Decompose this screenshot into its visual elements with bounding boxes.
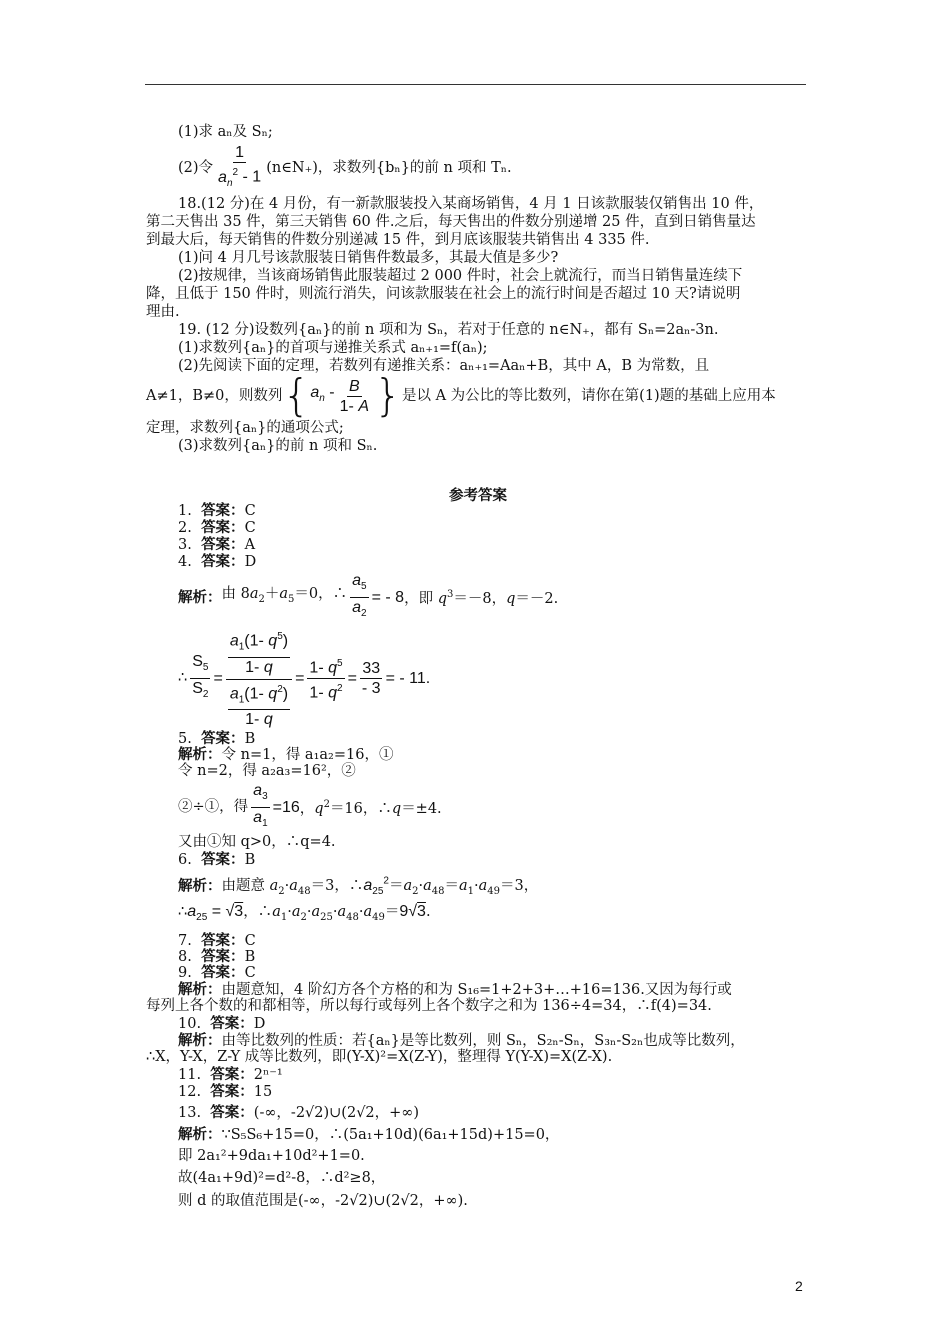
- answer-13-analysis-3: 故(4a₁+9d)²=d²-8，∴d²≥8，: [178, 1170, 386, 1186]
- answer-6-analysis-2: $\therefore a_{25} = √3$，$\therefore a_1\cdot a_2\cdot a_{25}\cdot a_{48}\cdot a_{49}=9√3$.: [178, 903, 431, 924]
- answer-13: 13. 答案：(-∞，-2√2)∪(2√2，+∞): [178, 1104, 420, 1121]
- q18-line6: 降，且低于 150 件时，则流行消失，问该款服装在社会上的流行时间是否超过 10 天?请说明: [146, 286, 741, 302]
- header-rule: [145, 84, 806, 85]
- answer-6-analysis-1: 解析：由题意 $a_2\cdot a_{48}=3$，$\therefore a_{25}^2=a_2\cdot a_{48}=a_1\cdot a_{49}=3$，: [178, 876, 539, 898]
- answer-4-analysis-2: ∴ $\frac{S_5}{S_2}$ = $\frac{\frac{a_1(1- q^5)}{1- q}}{\frac{a_1(1- q^2)}{1- q}}$ = $\frac{1- q^5}{1- q^2}$ = $\frac{33}{- 3}$ = - 11.: [178, 626, 842, 730]
- answer-3: 3. 答案：A: [178, 536, 256, 553]
- q18-line1: 18.(12 分)在 4 月份，有一新款服装投入某商场销售，4 月 1 日该款服装仅销售出 10 件，: [178, 196, 764, 212]
- answer-9-analysis-2: 每列上各个数的和都相等，所以每行或每列上各个数字之和为 136÷4=34，∴f(4)=34.: [146, 998, 712, 1014]
- answer-6: 6. 答案：B: [178, 851, 256, 868]
- q18-line5: (2)按规律，当该商场销售此服装超过 2 000 件时，社会上就流行，而当日销售量连续下: [178, 268, 743, 284]
- q19-line6: (3)求数列{aₙ}的前 n 项和 Sₙ.: [178, 438, 378, 454]
- answer-5-analysis-2: 令 n=2，得 a₂a₃=16²，②: [178, 763, 356, 779]
- q17-part1: (1)求 aₙ及 Sₙ;: [178, 124, 273, 140]
- answer-7: 7. 答案：C: [178, 932, 256, 949]
- answer-4-analysis-1: 解析： 由 $8a_2+a_5=0$，∴ $\frac{a_5}{a_2}$ = - 8 ，即 $q^3=-8$，q＝－2.: [178, 572, 559, 619]
- answer-10-analysis-2: ∴X，Y-X，Z-Y 成等比数列，即(Y-X)²=X(Z-Y)，整理得 Y(Y-X)=X(Z-X).: [146, 1049, 613, 1065]
- answer-5-analysis-4: 又由①知 q>0，∴q=4.: [178, 834, 336, 850]
- answer-4: 4. 答案：D: [178, 553, 257, 570]
- q18-line4: (1)问 4 月几号该款服装日销售件数最多，其最大值是多少?: [178, 250, 559, 266]
- answer-1: 1. 答案：C: [178, 502, 256, 519]
- answer-5-analysis-3: ②÷①，得 $\frac{a_3}{a_1}$ =16 ，$q^2=16$，∴q＝±4.: [178, 782, 442, 829]
- answer-13-analysis-1: 解析：∵S₅S₆+15=0，∴(5a₁+10d)(6a₁+15d)+15=0，: [178, 1126, 560, 1143]
- q18-line2: 第二天售出 35 件，第三天销售 60 件.之后，每天售出的件数分别递增 25 件，直到日销售量达: [146, 214, 756, 230]
- q19-line4: A≠1，B≠0，则数列 { $a_n$ - $\frac{B}{1- A}$ } 是以 A 为公比的等比数列，请你在第(1)题的基础上应用本: [146, 370, 776, 421]
- q18-line7: 理由.: [146, 304, 180, 320]
- answers-title: 参考答案: [449, 487, 507, 504]
- answer-9: 9. 答案：C: [178, 964, 256, 981]
- answer-13-analysis-2: 即 2a₁²+9da₁+10d²+1=0.: [178, 1148, 365, 1164]
- q19-line1: 19. (12 分)设数列{aₙ}的前 n 项和为 Sₙ，若对于任意的 n∈N₊，都有 Sₙ=2aₙ-3n.: [178, 322, 719, 338]
- answer-2: 2. 答案：C: [178, 519, 256, 536]
- answer-10-analysis-1: 解析：由等比数列的性质：若{aₙ}是等比数列，则 Sₙ，S₂ₙ-Sₙ，S₃ₙ-S₂ₙ也成等比数列，: [178, 1032, 745, 1049]
- answer-10: 10. 答案：D: [178, 1015, 266, 1032]
- q19-line2: (1)求数列{aₙ}的首项与递推关系式 aₙ₊₁=f(aₙ);: [178, 340, 488, 356]
- answer-11: 11. 答案：2ⁿ⁻¹: [178, 1066, 283, 1083]
- answer-13-analysis-4: 则 d 的取值范围是(-∞，-2√2)∪(2√2，+∞).: [178, 1193, 468, 1209]
- page-number: 2: [795, 1278, 803, 1294]
- q19-line5: 定理，求数列{aₙ}的通项公式;: [146, 420, 344, 436]
- q19-line3: (2)先阅读下面的定理，若数列有递推关系：aₙ₊₁=Aaₙ+B，其中 A，B 为常数，且: [178, 358, 710, 374]
- q17-part2: (2)令 $\frac{1}{a_n^2 - 1}$ (n∈N₊)，求数列{bₙ}的前 n 项和 Tₙ.: [178, 144, 842, 192]
- answer-8: 8. 答案：B: [178, 948, 256, 965]
- answer-5-analysis-1: 解析：令 n=1，得 a₁a₂=16，①: [178, 746, 394, 763]
- q17-formula: $\frac{1}{a_n^2 - 1}$: [218, 144, 262, 189]
- answer-9-analysis-1: 解析：由题意知，4 阶幻方各个方格的和为 S₁₆=1+2+3+…+16=136.又因为每行或: [178, 981, 732, 998]
- q18-line3: 到最大后，每天销售的件数分别递减 15 件，到月底该服装共销售出 4 335 件.: [146, 232, 650, 248]
- answer-12: 12. 答案：15: [178, 1083, 273, 1100]
- answer-5: 5. 答案：B: [178, 730, 256, 747]
